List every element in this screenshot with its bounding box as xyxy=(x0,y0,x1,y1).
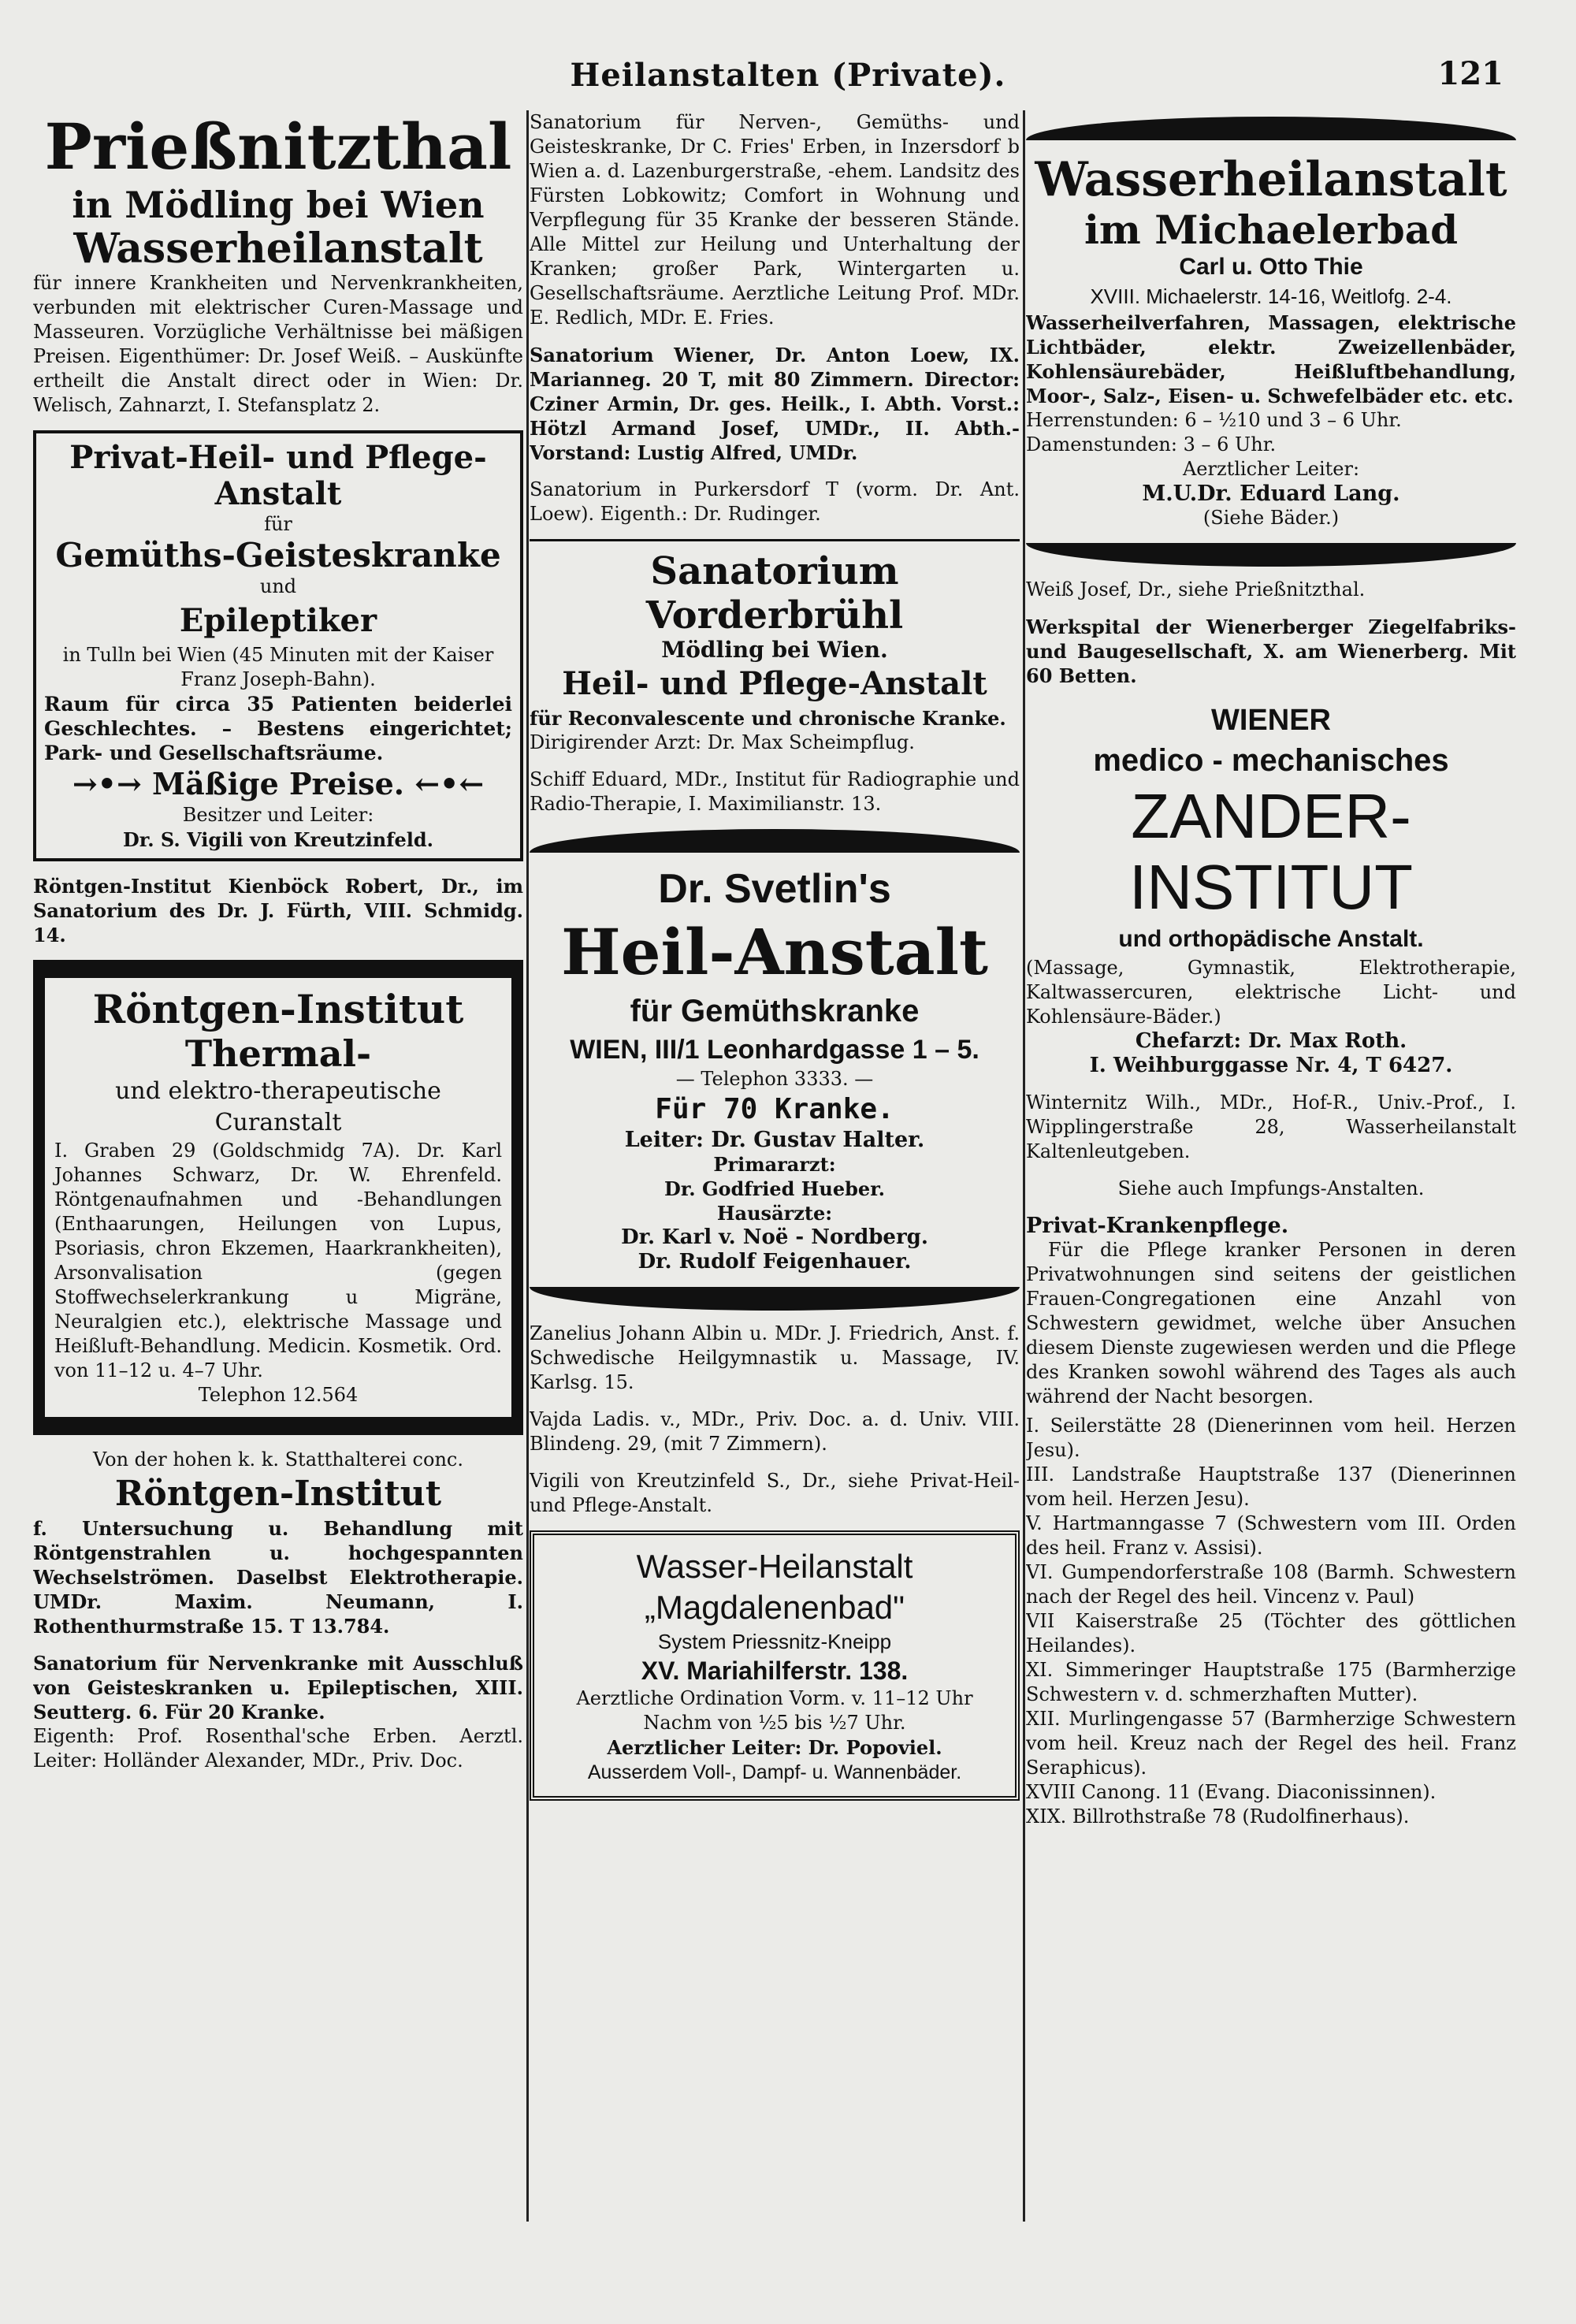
ad-subtitle: Wasserheilanstalt xyxy=(73,225,483,273)
ad-roentgen-thermal xyxy=(33,960,523,1435)
entry-wiener: Sanatorium Wiener, Dr. Anton Loew, IX. Marianneg. 20 T, mit 80 Zimmern. Director: Cziner Armin, Dr. ges. Heilk., I. Abth. Vorst.: Hötzl Armand Josef, UMDr., II. Abth.-Vorstand: Lustig Alfred, UMDr. xyxy=(530,344,1020,464)
ad-title: Prießnitzthal xyxy=(44,110,512,184)
ad-haus-2: Dr. Rudolf Feigenhauer. xyxy=(637,1250,912,1274)
ad-body: für innere Krankheiten und Nervenkrankheiten, verbunden mit elektrischer Curen-Massage und Masseuren. Vorzügliche Verhältnisse bei mäßigen Preisen. Eigenthümer: Dr. Josef Weiß. – Auskünfte ertheilt die Anstalt direct oder in Wien: Dr. Welisch, Zahnarzt, I. Stefansplatz 2. xyxy=(33,272,523,416)
entry-winternitz: Winternitz Wilh., MDr., Hof-R., Univ.-Prof., I. Wipplingerstraße 28, Wasserheilanstalt Kaltenleutgeben. xyxy=(1026,1091,1516,1162)
ad-magdalenenbad xyxy=(530,1530,1020,1801)
ad-title: Wasserheilanstalt xyxy=(1035,152,1507,207)
ad-primar: Dr. Godfried Hueber. xyxy=(664,1177,885,1200)
ad-subtitle: im Michaelerbad xyxy=(1084,206,1459,253)
ad-location: in Mödling bei Wien xyxy=(72,184,485,226)
ornament-bar xyxy=(1026,117,1516,140)
ad-ortho: und orthopädische Anstalt. xyxy=(1118,926,1424,952)
ad-title: Heil-Anstalt xyxy=(561,915,988,989)
ad-address: XVIII. Michaelerstr. 14-16, Weitlofg. 2-4. xyxy=(1090,284,1452,308)
ad-address: WIEN, III/1 Leonhardgasse 1 – 5. xyxy=(570,1035,979,1065)
page-number: 121 xyxy=(1437,55,1504,92)
list-item: V. Hartmanngasse 7 (Schwestern vom III. Orden des heil. Franz v. Assisi). xyxy=(1026,1512,1516,1559)
ad-name: Dr. Svetlin's xyxy=(658,866,891,912)
ad-body: Wasserheilverfahren, Massagen, elektrische Lichtbäder, elektr. Zweizellenbäder, Kohlensäurebäder, Heißluftbehandlung, Moor-, Salz-, Eisen- u. Schwefelbäder etc. etc. xyxy=(1026,311,1516,407)
column-3 xyxy=(1026,110,1516,2229)
ad-neumann xyxy=(33,1448,523,1638)
ad-capacity: Für 70 Kranke. xyxy=(655,1093,894,1125)
entry-vigili-ref: Vigili von Kreutzinfeld S., Dr., siehe Privat-Heil- und Pflege-Anstalt. xyxy=(530,1470,1020,1516)
column-divider-2 xyxy=(1023,110,1025,2222)
ad-hours: Aerztliche Ordination Vorm. v. 11–12 Uhr Nachm von ½5 bis ½7 Uhr. xyxy=(576,1687,973,1734)
ad-hours-1: Herrenstunden: 6 – ½10 und 3 – 6 Uhr. xyxy=(1026,409,1402,431)
divider xyxy=(530,539,1020,541)
ad-location: in Tulln bei Wien (45 Minuten mit der Kaiser Franz Joseph-Bahn). xyxy=(62,644,494,690)
ad-title: Röntgen-Institut xyxy=(92,986,464,1032)
entry-zanelius: Zanelius Johann Albin u. MDr. J. Friedrich, Anst. f. Schwedische Heilgymnastik u. Massage, IV. Karlsg. 15. xyxy=(530,1322,1020,1393)
ad-text: für xyxy=(264,513,292,535)
ad-hours-2: Damenstunden: 3 – 6 Uhr. xyxy=(1026,433,1277,456)
ad-subtitle-2: und elektro-therapeutische Curanstalt xyxy=(115,1077,441,1136)
ornament-bar xyxy=(530,1287,1020,1311)
ad-doctor: Dirigirender Arzt: Dr. Max Scheimpflug. xyxy=(530,731,915,753)
ad-svetlin xyxy=(530,864,1020,1274)
ad-prices: →•→ Mäßige Preise. ←•← xyxy=(72,766,485,801)
ad-leader-label: Aerztlicher Leiter: xyxy=(1182,458,1360,480)
ad-phone: — Telephon 3333. — xyxy=(675,1068,874,1090)
ad-for: für Gemüthskranke xyxy=(630,994,920,1028)
ad-vigili-box xyxy=(33,430,523,861)
ad-phone: Telephon 12.564 xyxy=(198,1384,359,1406)
ad-address: I. Weihburggasse Nr. 4, T 6427. xyxy=(1089,1054,1453,1077)
entry-impfung: Siehe auch Impfungs-Anstalten. xyxy=(1117,1177,1425,1199)
ad-haus-1: Dr. Karl v. Noë - Nordberg. xyxy=(621,1225,928,1249)
ad-target: Gemüths-Geisteskranke xyxy=(55,536,501,574)
ad-leader: Aerztlicher Leiter: Dr. Popoviel. xyxy=(607,1736,942,1759)
entry-fries: Sanatorium für Nerven-, Gemüths- und Geisteskranke, Dr C. Fries' Erben, in Inzersdorf b Wien a. d. Lazenburgerstraße, -ehem. Landsitz des Fürsten Lobkowitz; Comfort in Wohnung und Verpflegung für 35 Kranke der besseren Stände. Alle Mittel zur Heilung und Unterhaltung der Kranken; großer Park, Wintergarten u. Gesellschaftsräume. Aerztliche Leitung Prof. MDr. E. Redlich, MDr. E. Fries. xyxy=(530,111,1020,329)
ad-name: „Magdalenenbad" xyxy=(644,1589,905,1626)
ad-subtitle: medico - mechanisches xyxy=(1093,743,1449,778)
ad-primar-label: Primararzt: xyxy=(713,1153,836,1176)
ad-w: WIENER xyxy=(1211,704,1331,737)
ornament-bar xyxy=(530,829,1020,853)
ad-title-2: INSTITUT xyxy=(1129,852,1413,922)
ornament-bar xyxy=(1026,543,1516,567)
ad-concession: Von der hohen k. k. Statthalterei conc. xyxy=(93,1448,463,1471)
entry-schiff: Schiff Eduard, MDr., Institut für Radiographie und Radio-Therapie, I. Maximilianstr. 13. xyxy=(530,768,1020,815)
entry-werkspital: Werkspital der Wienerberger Ziegelfabriks- und Baugesellschaft, X. am Wienerberg. Mit 60 Betten. xyxy=(1026,615,1516,687)
ad-address: XV. Mariahilferstr. 138. xyxy=(641,1657,909,1685)
ad-text: und xyxy=(259,575,297,597)
ad-system: System Priessnitz-Kneipp xyxy=(657,1630,892,1653)
ad-title-1: ZANDER- xyxy=(1131,781,1411,851)
ad-priessnitzthal xyxy=(33,110,523,418)
ad-vorderbruehl xyxy=(530,549,1020,755)
list-item: XVIII Canong. 11 (Evang. Diaconissinnen). xyxy=(1026,1781,1437,1803)
ad-subtitle: Heil- und Pflege-Anstalt xyxy=(562,665,987,702)
entry-weiss: Weiß Josef, Dr., siehe Prießnitzthal. xyxy=(1026,578,1366,601)
ad-owner-label: Besitzer und Leiter: xyxy=(182,804,374,826)
entry-vajda: Vajda Ladis. v., MDr., Priv. Doc. a. d. Univ. VIII. Blindeng. 29, (mit 7 Zimmern). xyxy=(530,1408,1020,1455)
entry-rosenthal: Eigenth: Prof. Rosenthal'sche Erben. Aerztl. Leiter: Holländer Alexander, MDr., Priv. Doc. xyxy=(33,1725,523,1772)
list-item: VI. Gumpendorferstraße 108 (Barmh. Schwestern nach der Regel des heil. Vincenz v. Paul) xyxy=(1026,1561,1516,1608)
entry-purkersdorf: Sanatorium in Purkersdorf T (vorm. Dr. Ant. Loew). Eigenth.: Dr. Rudinger. xyxy=(530,478,1020,525)
ad-subtitle: Thermal- xyxy=(184,1032,372,1075)
ad-location: Mödling bei Wien. xyxy=(661,637,888,663)
list-item: I. Seilerstätte 28 (Dienerinnen vom heil. Herzen Jesu). xyxy=(1026,1415,1516,1461)
entry-kienboeck: Röntgen-Institut Kienböck Robert, Dr., im Sanatorium des Dr. J. Fürth, VIII. Schmidg. 14. xyxy=(33,875,523,946)
ad-body: f. Untersuchung u. Behandlung mit Röntgenstrahlen u. hochgespannten Wechselströmen. Daselbst Elektrotherapie. UMDr. Maxim. Neumann, I. Rothenthurmstraße 15. T 13.784. xyxy=(33,1517,523,1638)
ad-chief: Chefarzt: Dr. Max Roth. xyxy=(1135,1029,1407,1053)
list-item: XI. Simmeringer Hauptstraße 175 (Barmherzige Schwestern v. d. schmerzhaften Mutter). xyxy=(1026,1659,1516,1705)
column-divider-1 xyxy=(526,110,529,2222)
ad-title: Röntgen-Institut xyxy=(114,1474,442,1514)
ad-leader: Leiter: Dr. Gustav Halter. xyxy=(624,1128,925,1152)
section-title: Privat-Krankenpflege. xyxy=(1026,1214,1289,1238)
ad-title: Sanatorium Vorderbrühl xyxy=(645,549,904,638)
list-item: XII. Murlingengasse 57 (Barmherzige Schwestern vom heil. Kreuz nach der Regel des heil. Franz Seraphicus). xyxy=(1026,1708,1516,1779)
ad-title: Privat-Heil- und Pflege-Anstalt xyxy=(69,439,487,512)
entry-sanatorium-nervenkranke: Sanatorium für Nervenkranke mit Ausschluß von Geisteskranken u. Epileptischen, XIII. Seutterg. 6. Für 20 Kranke. xyxy=(33,1652,523,1723)
ad-michaelerbad xyxy=(1026,151,1516,530)
list-item: XIX. Billrothstraße 78 (Rudolfinerhaus). xyxy=(1026,1805,1410,1828)
ad-owner: Dr. S. Vigili von Kreutzinfeld. xyxy=(122,828,434,851)
section-body: Für die Pflege kranker Personen in deren Privatwohnungen sind seitens der geistlichen Frauen-Congregationen eine Anzahl von Schwestern gewidmet, welche über Ansuchen diesem Dienste zugewiesen werden und die Pflege des Kranken sowohl während des Tages als auch während der Nacht besorgen. xyxy=(1026,1239,1516,1407)
ad-extra: Ausserdem Voll-, Dampf- u. Wannenbäder. xyxy=(587,1761,962,1783)
list-item: III. Landstraße Hauptstraße 137 (Dienerinnen vom heil. Herzen Jesu). xyxy=(1026,1463,1516,1510)
column-2 xyxy=(530,110,1020,2229)
ad-title: Wasser-Heilanstalt xyxy=(636,1548,913,1585)
ad-haus-label: Hausärzte: xyxy=(716,1202,833,1225)
ad-zander xyxy=(1026,701,1516,1078)
page-header-title: Heilanstalten (Private). xyxy=(570,57,1006,94)
ad-body: I. Graben 29 (Goldschmidg 7A). Dr. Karl Johannes Schwarz, Dr. W. Ehrenfeld. Röntgenaufnahmen und -Behandlungen (Enthaarungen, Heilungen von Lupus, Psoriasis, chron Ekzemen, Haarkrankheiten), Arsonvalisation (gegen Stoffwechselerkrankung u Migräne, Neuralgien etc.), elektrische Massage und Heißluft-Behandlung. Medicin. Kosmetik. Ord. von 11–12 u. 4–7 Uhr. xyxy=(54,1140,502,1381)
section-privat-krankenpflege xyxy=(1026,1214,1516,1829)
column-1 xyxy=(33,110,523,2229)
ad-body: (Massage, Gymnastik, Elektrotherapie, Kaltwassercuren, elektrische Licht- und Kohlensäure-Bäder.) xyxy=(1026,957,1516,1028)
ad-see: (Siehe Bäder.) xyxy=(1202,507,1340,529)
ad-target-2: Epileptiker xyxy=(179,602,377,639)
ad-space: Raum für circa 35 Patienten beiderlei Geschlechtes. – Bestens eingerichtet; Park- und Gesellschaftsräume. xyxy=(44,693,512,764)
ad-owners: Carl u. Otto Thie xyxy=(1179,254,1363,280)
ad-body: für Reconvalescente und chronische Kranke. xyxy=(530,707,1006,730)
list-item: VII Kaiserstraße 25 (Töchter des göttlichen Heilandes). xyxy=(1026,1610,1516,1657)
ad-leader: M.U.Dr. Eduard Lang. xyxy=(1142,482,1400,506)
